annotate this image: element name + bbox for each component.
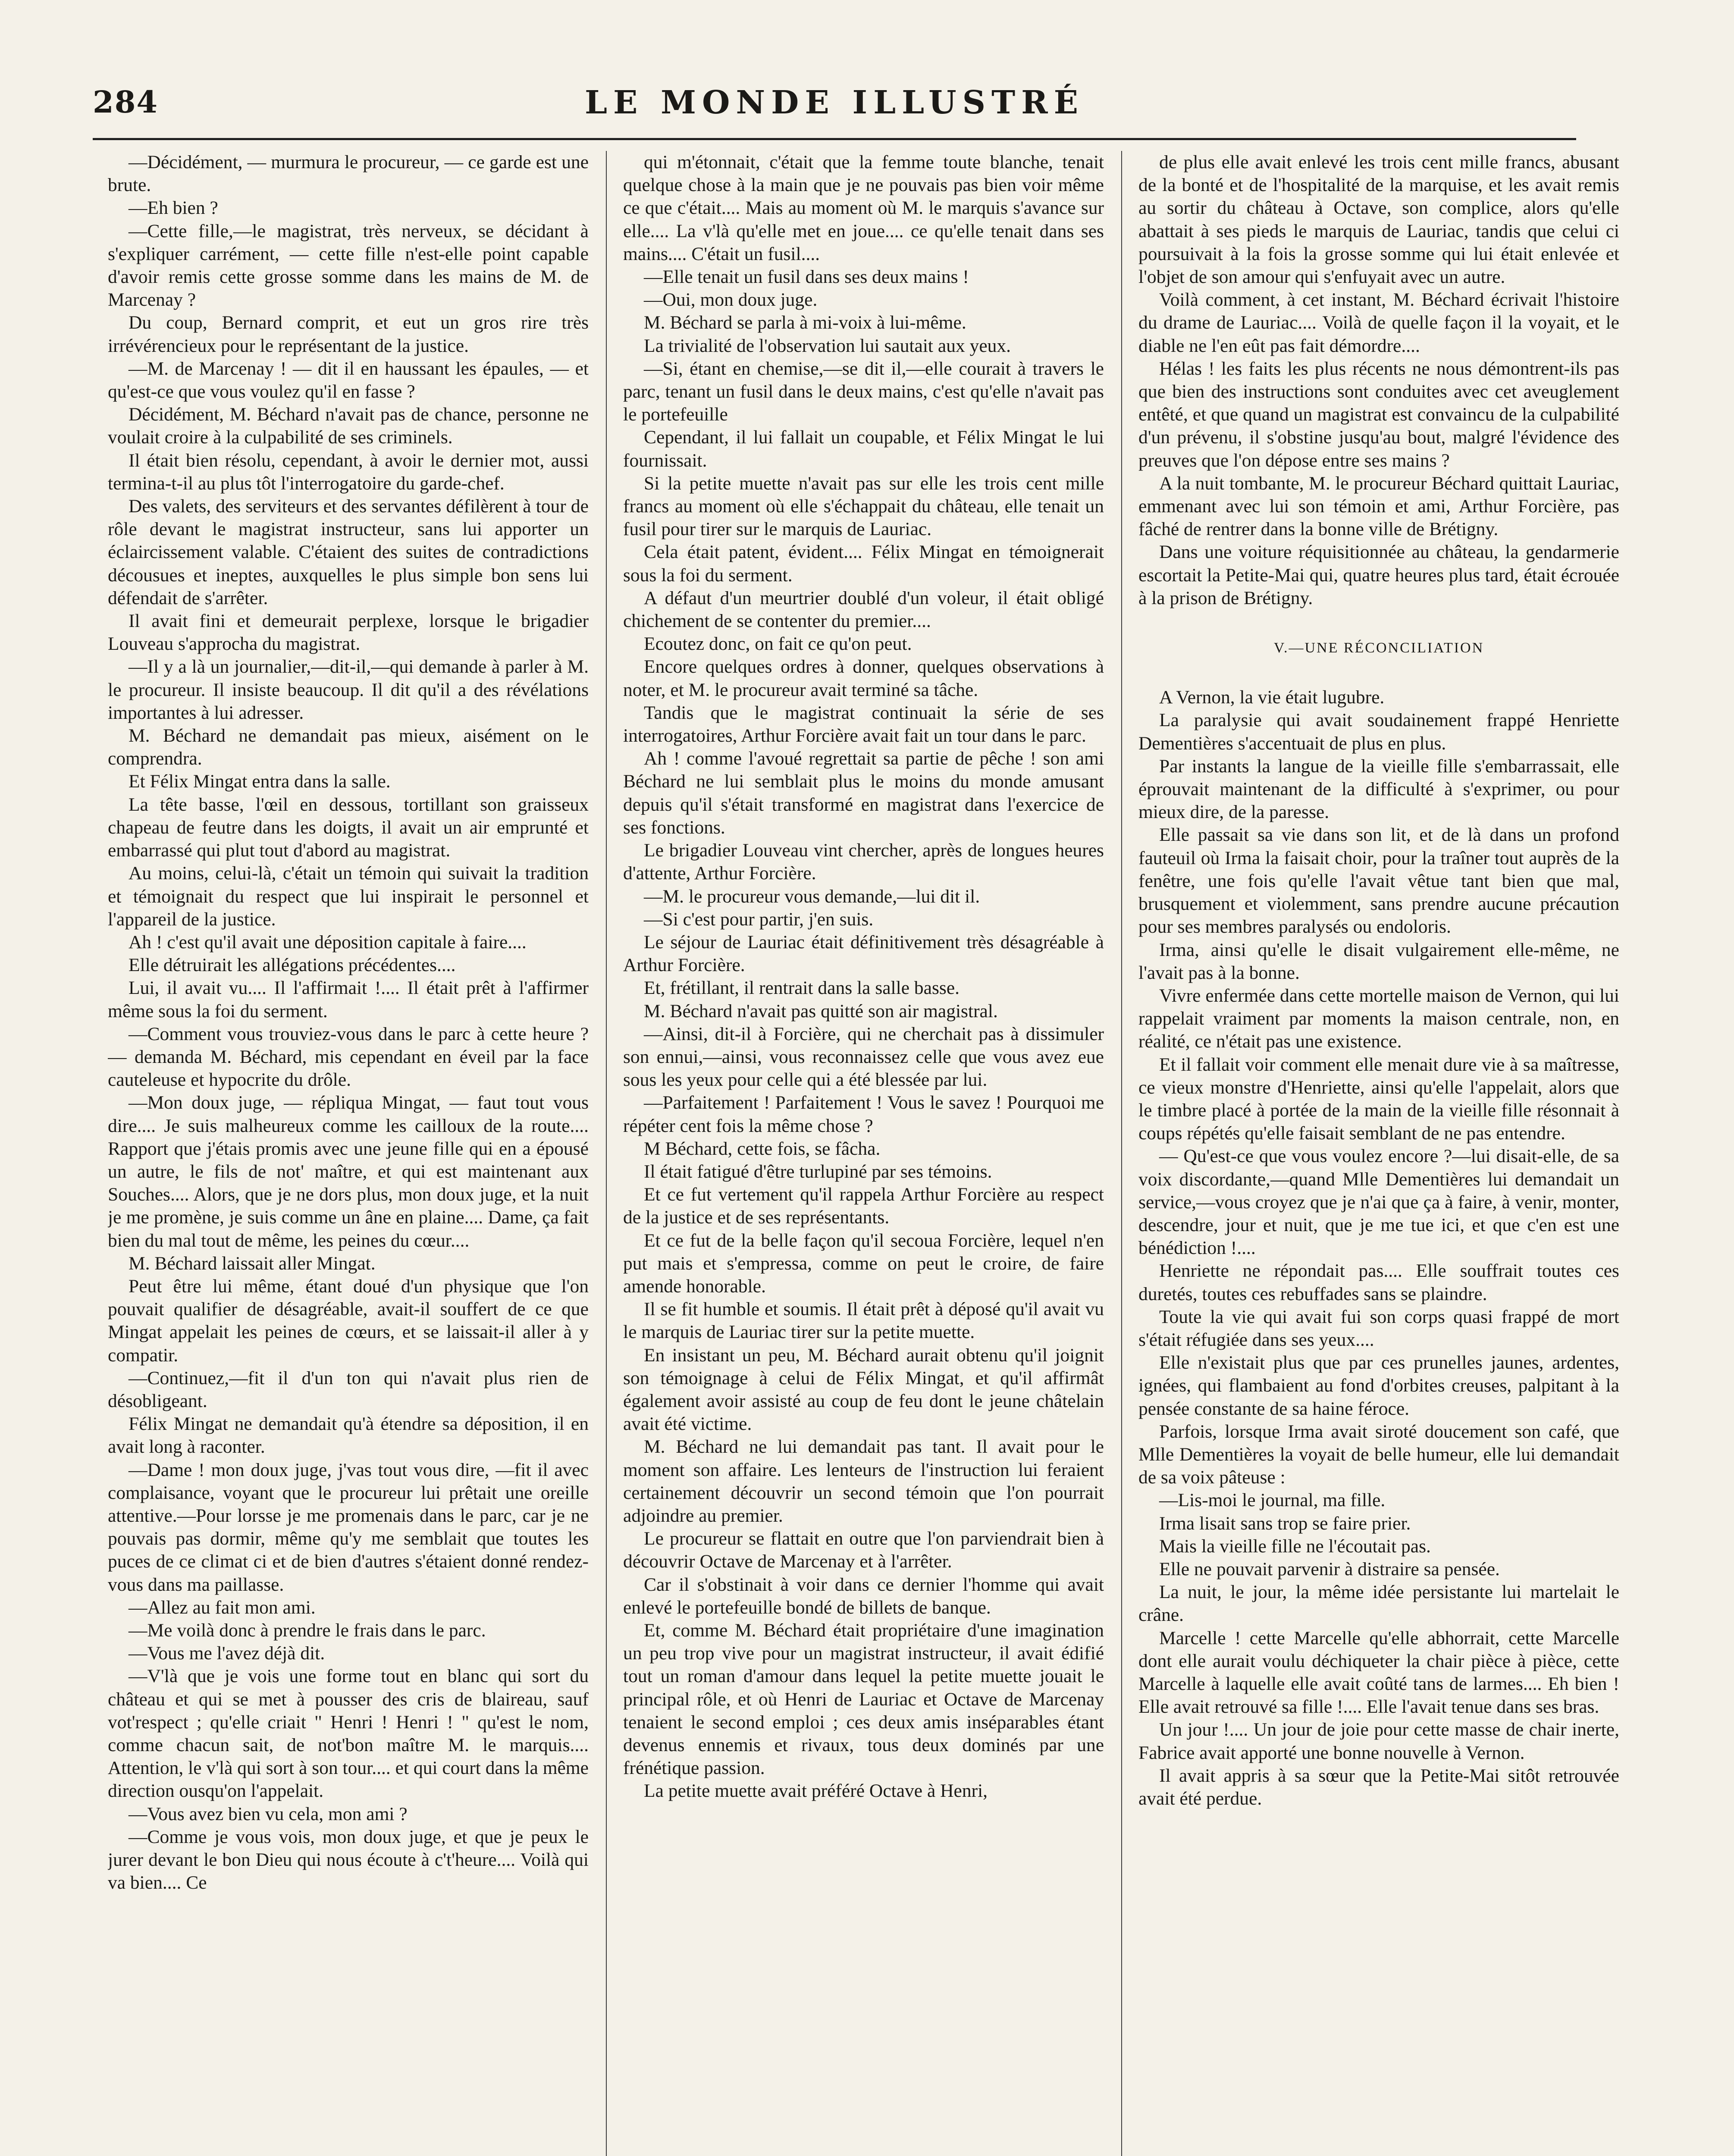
paragraph: La paralysie qui avait soudainement frappé Henriette Dementières s'accentuait de plus en plus.	[1138, 710, 1619, 754]
paragraph: Ah ! c'est qu'il avait une déposition capitale à faire....	[129, 931, 527, 953]
paragraph: Et, comme M. Béchard était propriétaire d'une imagination un peu trop vive pour un magistrat instructeur, il avait édifié tout un roman d'amour dans lequel la petite muette jouait le principal rôle, et où Henri de Lauriac et Octave de Marcenay tenaient le second emploi ; ces deux amis inséparables étant devenus ennemis et rivaux, tous deux dominés par une frénétique passion.	[623, 1620, 1104, 1779]
paragraph: Au moins, celui-là, c'était un témoin qui suivait la tradition et témoignait du respect que lui inspirait le personnel et l'appareil de la justice.	[108, 863, 589, 930]
paragraph: Car il s'obstinait à voir dans ce dernier l'homme qui avait enlevé le portefeuille bondé de billets de banque.	[623, 1574, 1104, 1618]
paragraph: Du coup, Bernard comprit, et eut un gros rire très irrévérencieux pour le représentant de la justice.	[108, 312, 589, 356]
text-column-2	[623, 151, 1104, 2156]
paragraph: M Béchard, cette fois, se fâcha.	[644, 1138, 881, 1159]
paragraph: —Lis-moi le journal, ma fille.	[1159, 1490, 1386, 1511]
paragraph: Et, frétillant, il rentrait dans la salle basse.	[644, 978, 960, 999]
paragraph: Irma, ainsi qu'elle le disait vulgairement elle-même, ne l'avait pas à la bonne.	[1138, 939, 1619, 983]
paragraph: M. Béchard se parla à mi-voix à lui-même.	[644, 312, 966, 333]
paragraph: M. Béchard n'avait pas quitté son air magistral.	[644, 1000, 998, 1022]
paragraph: —Si c'est pour partir, j'en suis.	[644, 909, 874, 930]
paragraph: —Ainsi, dit-il à Forcière, qui ne cherchait pas à dissimuler son ennui,—ainsi, vous reconnaissez celle que vous avez eue sous les yeux pour celle qui a été blessée par lui.	[623, 1023, 1104, 1091]
paragraph: —Continuez,—fit il d'un ton qui n'avait plus rien de désobligeant.	[108, 1367, 589, 1411]
paragraph: La petite muette avait préféré Octave à Henri,	[644, 1780, 988, 1802]
paragraph: —Si, étant en chemise,—se dit il,—elle courait à travers le parc, tenant un fusil dans le deux mains, c'est qu'elle n'avait pas le portefeuille	[623, 358, 1104, 425]
paragraph: —Eh bien ?	[129, 197, 218, 219]
text-column-3	[1138, 151, 1619, 2156]
paragraph: qui m'étonnait, c'était que la femme toute blanche, tenait quelque chose à la main que je ne pouvais pas bien voir même ce que c'était.... Mais au moment où M. le marquis s'avance sur elle.... La v'là qu'elle met en joue.... ce qu'elle tenait dans ses mains.... C'était un fusil....	[623, 152, 1104, 264]
paragraph: Hélas ! les faits les plus récents ne nous démontrent-ils pas que bien des instructions sont conduites avec cet aveuglement entêté, et que quand un magistrat est convaincu de la culpabilité d'un prévenu, il s'obstine jusqu'au bout, malgré l'évidence des preuves que l'on dépose entre ses mains ?	[1138, 358, 1619, 471]
paragraph: Cela était patent, évident.... Félix Mingat en témoignerait sous la foi du serment.	[623, 542, 1104, 586]
paragraph: Un jour !.... Un jour de joie pour cette masse de chair inerte, Fabrice avait apporté une bonne nouvelle à Vernon.	[1138, 1719, 1619, 1763]
paragraph: La nuit, le jour, la même idée persistante lui martelait le crâne.	[1138, 1582, 1619, 1626]
page-number: 284	[93, 84, 159, 120]
paragraph: Tandis que le magistrat continuait la série de ses interrogatoires, Arthur Forcière avait fait un tour dans le parc.	[623, 702, 1104, 746]
paragraph: Il avait fini et demeurait perplexe, lorsque le brigadier Louveau s'approcha du magistrat.	[108, 611, 589, 655]
paragraph: Elle passait sa vie dans son lit, et de là dans un profond fauteuil où Irma la faisait choir, pour la traîner tout auprès de la fenêtre, une fois qu'elle l'avait vêtue tant bien que mal, brusquement et violemment, sans prendre aucune précaution pour ses membres paralysés ou endoloris.	[1138, 824, 1619, 937]
paragraph: Irma lisait sans trop se faire prier.	[1159, 1513, 1411, 1534]
paragraph: —Décidément, — murmura le procureur, — ce garde est une brute.	[108, 152, 589, 196]
paragraph: M. Béchard ne demandait pas mieux, aisément on le comprendra.	[108, 725, 589, 769]
paragraph: Henriette ne répondait pas.... Elle souffrait toutes ces duretés, toutes ces rebuffades sans se plaindre.	[1138, 1260, 1619, 1304]
section-heading: V.—UNE RÉCONCILIATION	[1273, 640, 1484, 656]
paragraph: Ah ! comme l'avoué regrettait sa partie de pêche ! son ami Béchard ne lui semblait plus le moins du monde amusant depuis qu'il s'était transformé en magistrat dans l'exercice de ses fonctions.	[623, 748, 1104, 838]
paragraph: —Parfaitement ! Parfaitement ! Vous le savez ! Pourquoi me répéter cent fois la même chose ?	[623, 1092, 1104, 1136]
paragraph: M. Béchard laissait aller Mingat.	[129, 1253, 376, 1274]
paragraph: A Vernon, la vie était lugubre.	[1159, 687, 1385, 708]
paragraph: Des valets, des serviteurs et des servantes défilèrent à tour de rôle devant le magistrat instructeur, sans lui apporter un éclaircissement valable. C'étaient des suites de contradictions décousues et ineptes, auxquelles le plus simple bon sens lui défendait de s'arrêter.	[108, 496, 589, 608]
paragraph: Encore quelques ordres à donner, quelques observations à noter, et M. le procureur avait terminé sa tâche.	[623, 656, 1104, 700]
paragraph: En insistant un peu, M. Béchard aurait obtenu qu'il joignit son témoignage à celui de Félix Mingat, et qu'il affirmât également avoir assisté au coup de feu dont le jeune châtelain avait été victime.	[623, 1344, 1104, 1435]
paragraph: Et il fallait voir comment elle menait dure vie à sa maîtresse, ce vieux monstre d'Henriette, ainsi qu'elle l'appelait, alors que le timbre placé à portée de la main de la vieille fille résonnait à coups répétés qu'elle faisait semblant de ne pas entendre.	[1138, 1054, 1619, 1144]
paragraph: M. Béchard ne lui demandait pas tant. Il avait pour le moment son affaire. Les lenteurs de l'instruction lui feraient certainement découvrir un second témoin que l'on pourrait adjoindre au premier.	[623, 1436, 1104, 1526]
paragraph: Si la petite muette n'avait pas sur elle les trois cent mille francs au moment où elle s'échappait du château, elle tenait un fusil pour tirer sur le marquis de Lauriac.	[623, 473, 1104, 540]
paragraph: Dans une voiture réquisitionnée au château, la gendarmerie escortait la Petite-Mai qui, quatre heures plus tard, était écrouée à la prison de Brétigny.	[1138, 542, 1619, 608]
paragraph: —Comment vous trouviez-vous dans le parc à cette heure ? — demanda M. Béchard, mis cependant en éveil par la face cauteleuse et hypocrite du drôle.	[108, 1023, 589, 1091]
column-3-part-2	[1138, 686, 1619, 1810]
paragraph: —Vous avez bien vu cela, mon ami ?	[129, 1803, 408, 1824]
paragraph: Il avait appris à sa sœur que la Petite-Mai sitôt retrouvée avait été perdue.	[1138, 1765, 1619, 1809]
paragraph: —Mon doux juge, — répliqua Mingat, — faut tout vous dire.... Je suis malheureux comme les cailloux de la route.... Rapport que j'étais promis avec une jeune fille qui en a épousé un autre, le fils de not' maître, et qui est maintenant aux Souches.... Alors, que je ne dors plus, mon doux juge, et la nuit je me promène, je suis comme un âne en plaine.... Dame, ça fait bien du mal tout de même, les peines du cœur....	[108, 1092, 589, 1251]
paragraph: Elle ne pouvait parvenir à distraire sa pensée.	[1159, 1558, 1500, 1579]
paragraph: —Me voilà donc à prendre le frais dans le parc.	[129, 1620, 486, 1641]
paragraph: Et ce fut vertement qu'il rappela Arthur Forcière au respect de la justice et de ses représentants.	[623, 1184, 1104, 1228]
paragraph: Il se fit humble et soumis. Il était prêt à déposé qu'il avait vu le marquis de Lauriac tirer sur la petite muette.	[623, 1299, 1104, 1343]
header-rule	[93, 138, 1576, 140]
paragraph: Il était fatigué d'être turlupiné par ses témoins.	[644, 1161, 992, 1182]
column-3-part-1	[1138, 151, 1619, 610]
paragraph: —Oui, mon doux juge.	[644, 289, 818, 310]
article-body	[108, 151, 1634, 2156]
paragraph: A défaut d'un meurtrier doublé d'un voleur, il était obligé chichement de se contenter du premier....	[623, 587, 1104, 632]
paragraph: Elle n'existait plus que par ces prunelles jaunes, ardentes, ignées, qui flambaient au fond d'orbites creuses, palpitant à la pensée constante de sa haine féroce.	[1138, 1352, 1619, 1419]
paragraph: Vivre enfermée dans cette mortelle maison de Vernon, qui lui rappelait vraiment par moments la maison centrale, non, en réalité, ce n'était pas une existence.	[1138, 985, 1619, 1052]
paragraph: Lui, il avait vu.... Il l'affirmait !.... Il était prêt à l'affirmer même sous la foi du serment.	[108, 978, 589, 1022]
paragraph: Le procureur se flattait en outre que l'on parviendrait bien à découvrir Octave de Marcenay et à l'arrêter.	[623, 1528, 1104, 1572]
paragraph: — Qu'est-ce que vous voulez encore ?—lui disait-elle, de sa voix discordante,—quand Mlle Dementières lui demandait un service,—vous croyez que je n'ai que ça à faire, à venir, monter, descendre, jour et nuit, que je me tue ici, et que c'en est une bénédiction !....	[1138, 1146, 1619, 1259]
paragraph: —M. de Marcenay ! — dit il en haussant les épaules, — et qu'est-ce que vous voulez qu'il en fasse ?	[108, 358, 589, 402]
paragraph: Félix Mingat ne demandait qu'à étendre sa déposition, il en avait long à raconter.	[108, 1413, 589, 1457]
paragraph: A la nuit tombante, M. le procureur Béchard quittait Lauriac, emmenant avec lui son témoin et ami, Arthur Forcière, pas fâché de rentrer dans la bonne ville de Brétigny.	[1138, 473, 1619, 540]
paragraph: Cependant, il lui fallait un coupable, et Félix Mingat le lui fournissait.	[623, 427, 1104, 471]
paragraph: —Il y a là un journalier,—dit-il,—qui demande à parler à M. le procureur. Il insiste beaucoup. Il dit qu'il a des révélations importantes à lui adresser.	[108, 656, 589, 723]
paragraph: Décidément, M. Béchard n'avait pas de chance, personne ne voulait croire à la culpabilité de ses criminels.	[108, 404, 589, 448]
paragraph: Parfois, lorsque Irma avait siroté doucement son café, que Mlle Dementières la voyait de belle humeur, elle lui demandait de sa voix pâteuse :	[1138, 1421, 1619, 1488]
paragraph: Mais la vieille fille ne l'écoutait pas.	[1159, 1536, 1431, 1557]
paragraph: La tête basse, l'œil en dessous, tortillant son graisseux chapeau de feutre dans les doigts, il avait un air emprunté et embarrassé qui plut tout d'abord au magistrat.	[108, 794, 589, 861]
paragraph: Et ce fut de la belle façon qu'il secoua Forcière, lequel n'en put mais et s'empressa, comme on peut le croire, de faire amende honorable.	[623, 1230, 1104, 1297]
text-column-1	[108, 151, 589, 2156]
page-header	[93, 84, 1576, 140]
paragraph: —Vous me l'avez déjà dit.	[129, 1643, 325, 1664]
paragraph: Toute la vie qui avait fui son corps quasi frappé de mort s'était réfugiée dans ses yeux....	[1138, 1306, 1619, 1350]
paragraph: —Comme je vous vois, mon doux juge, et que je peux le jurer devant le bon Dieu qui nous écoute à c't'heure.... Voilà qui va bien.... Ce	[108, 1826, 589, 1893]
paragraph: —V'là que je vois une forme tout en blanc qui sort du château et qui se met à pousser des cris de blaireau, sauf vot'respect ; qu'elle criait " Henri ! Henri ! " qu'est le nom, comme chacun sait, de not'bon maître M. le marquis.... Attention, le v'là qui sort à son tour.... et qui court dans la même direction ousqu'on l'appelait.	[108, 1666, 589, 1802]
paragraph: Il était bien résolu, cependant, à avoir le dernier mot, aussi termina-t-il au plus tôt l'interrogatoire du garde-chef.	[108, 450, 589, 494]
paragraph: Marcelle ! cette Marcelle qu'elle abhorrait, cette Marcelle dont elle aurait voulu déchiqueter la chair pièce à pièce, cette Marcelle à laquelle elle avait coûté tans de larmes.... Eh bien ! Elle avait retrouvé sa fille !.... Elle l'avait tenue dans ses bras.	[1138, 1627, 1619, 1717]
paragraph: La trivialité de l'observation lui sautait aux yeux.	[644, 335, 1011, 356]
paragraph: Peut être lui même, étant doué d'un physique que l'on pouvait qualifier de désagréable, avait-il souffert de ce que Mingat appelait les peines de cœurs, et se laissait-il aller à y compatir.	[108, 1275, 589, 1366]
publication-title: LE MONDE ILLUSTRÉ	[584, 84, 1085, 121]
paragraph: —Cette fille,—le magistrat, très nerveux, se décidant à s'expliquer carrément, — cette fille n'est-elle point capable d'avoir remis cette grosse somme dans les mains de M. de Marcenay ?	[108, 220, 589, 310]
paragraph: —Elle tenait un fusil dans ses deux mains !	[644, 266, 969, 288]
paragraph: Ecoutez donc, on fait ce qu'on peut.	[644, 633, 912, 655]
paragraph: —Dame ! mon doux juge, j'vas tout vous dire, —fit il avec complaisance, voyant que le procureur lui prêtait une oreille attentive.—Pour lorsse je me promenais dans le parc, car je ne pouvais pas dormir, même qu'y me semblait que toutes les puces de ce climat ci et de bien d'autres s'étaient donné rendez-vous dans ma paillasse.	[108, 1459, 589, 1595]
paragraph: —Allez au fait mon ami.	[129, 1597, 316, 1618]
paragraph: de plus elle avait enlevé les trois cent mille francs, abusant de la bonté et de l'hospitalité de la marquise, et les avait remis au sortir du château à Octave, son complice, alors qu'elle abattait à ses pieds le marquis de Lauriac, tandis que celui ci poursuivait à la fois la grosse somme qui lui était enlevée et l'objet de son amour qui s'enfuyait avec un autre.	[1138, 152, 1619, 288]
paragraph: Le brigadier Louveau vint chercher, après de longues heures d'attente, Arthur Forcière.	[623, 840, 1104, 884]
paragraph: —M. le procureur vous demande,—lui dit il.	[644, 886, 980, 907]
paragraph: Et Félix Mingat entra dans la salle.	[129, 771, 391, 792]
paragraph: Voilà comment, à cet instant, M. Béchard écrivait l'histoire du drame de Lauriac.... Voilà de quelle façon il la voyait, et le diable ne l'en eût pas fait démordre....	[1138, 289, 1619, 356]
paragraph: Par instants la langue de la vieille fille s'embarrassait, elle éprouvait maintenant de la difficulté à s'exprimer, ou pour mieux dire, de la paresse.	[1138, 755, 1619, 823]
paragraph: Elle détruirait les allégations précédentes....	[129, 955, 456, 976]
paragraph: Le séjour de Lauriac était définitivement très désagréable à Arthur Forcière.	[623, 931, 1104, 976]
